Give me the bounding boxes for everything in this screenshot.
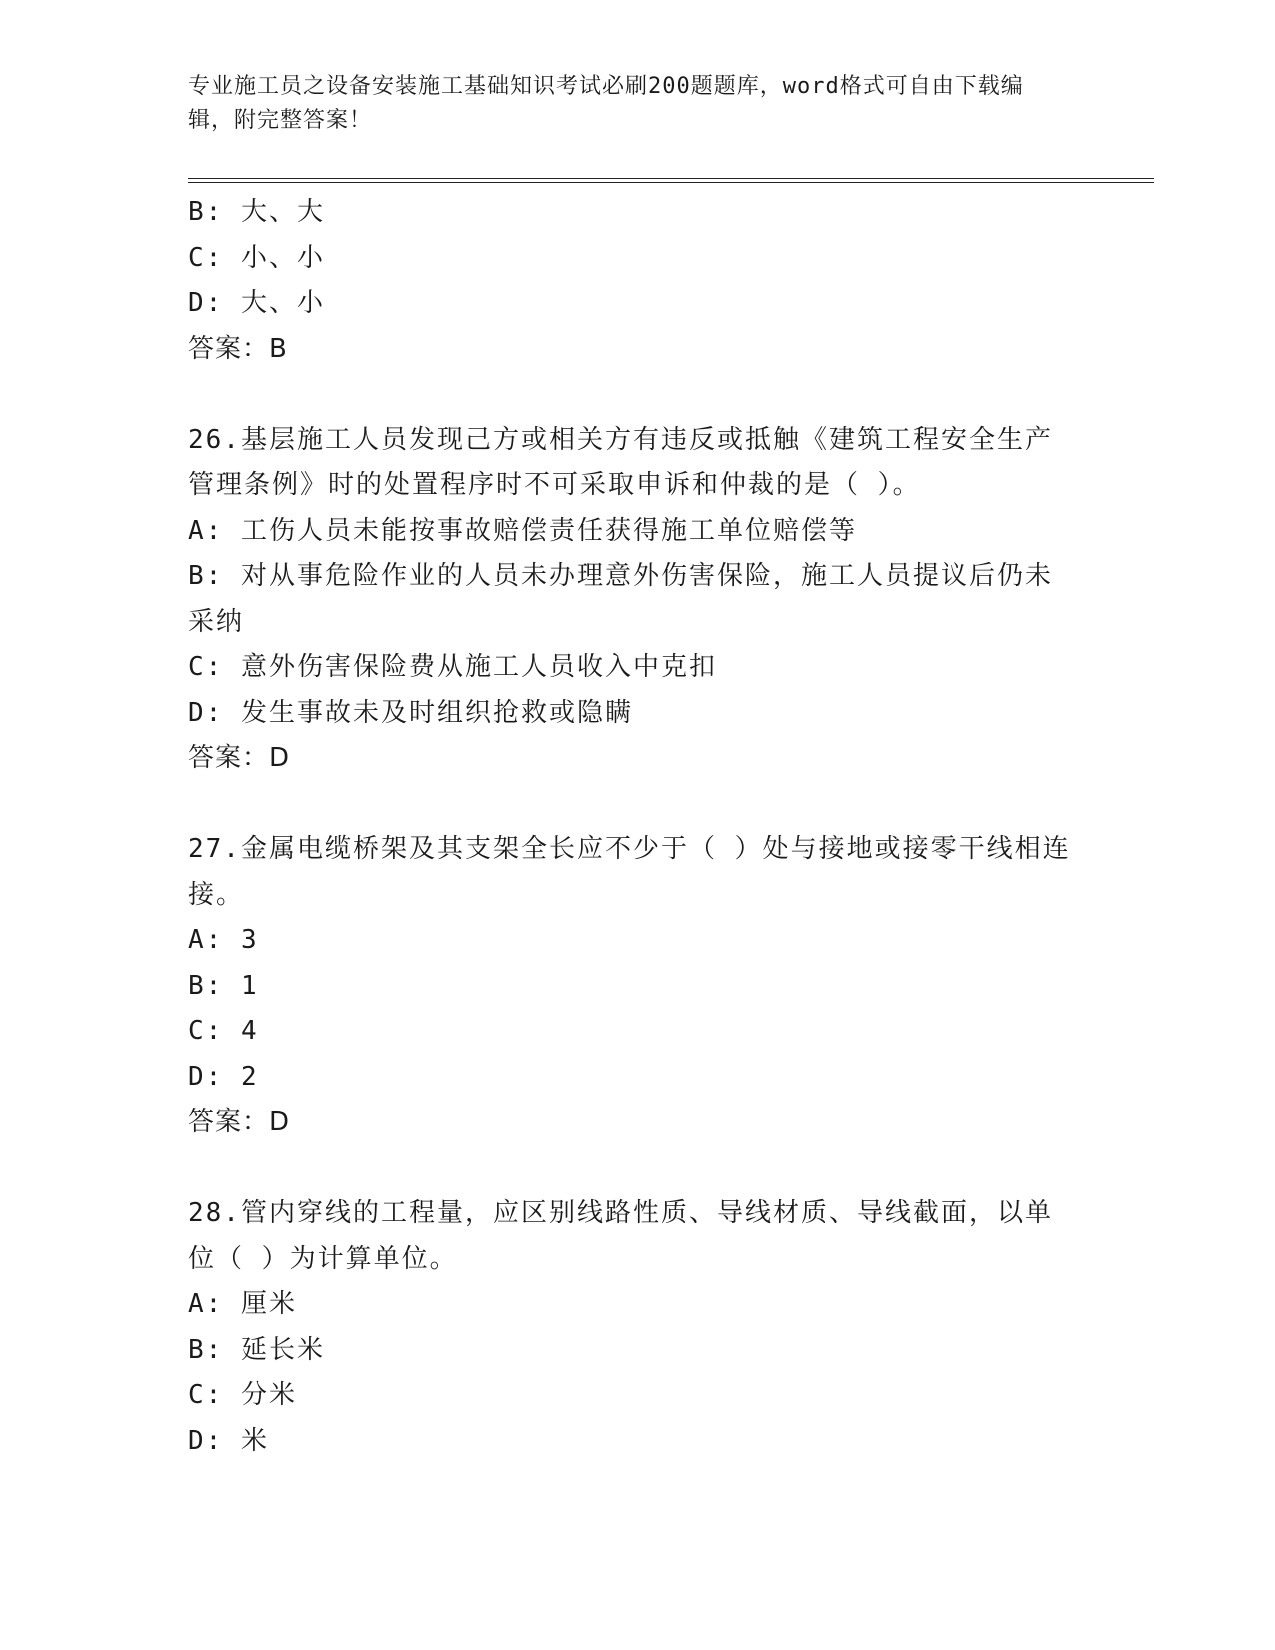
option-d: D: 2 <box>188 1061 259 1092</box>
question-stem: 28.管内穿线的工程量，应区别线路性质、导线材质、导线截面，以单位（ ）为计算单位。 <box>188 1198 1053 1274</box>
spacer <box>188 372 1088 418</box>
header-rule-bottom <box>188 182 1154 183</box>
option-a: A: 3 <box>188 925 259 955</box>
question-list <box>188 190 1088 1464</box>
option-b: B: 1 <box>188 970 259 1001</box>
option-b: B: 大、大 <box>188 197 325 227</box>
option-a: A: 厘米 <box>188 1289 297 1319</box>
option-a: A: 工伤人员未能按事故赔偿责任获得施工单位赔偿等 <box>188 515 857 546</box>
option-c: C: 意外伤害保险费从施工人员收入中克扣 <box>188 652 717 682</box>
answer-label: 答案：D <box>188 1107 291 1137</box>
option-b: B: 对从事危险作业的人员未办理意外伤害保险，施工人员提议后仍未采纳 <box>188 561 1053 637</box>
option-d: D: 大、小 <box>188 288 325 318</box>
question-26-block <box>188 418 1088 782</box>
spacer <box>188 1146 1088 1192</box>
question-27-block <box>188 827 1088 1146</box>
spacer <box>188 782 1088 828</box>
answer-label: 答案：B <box>188 333 288 364</box>
option-c: C: 分米 <box>188 1380 297 1410</box>
option-c: C: 小、小 <box>188 242 325 273</box>
option-d: D: 米 <box>188 1425 269 1456</box>
header-double-rule <box>188 178 1154 183</box>
option-c: C: 4 <box>188 1016 259 1046</box>
question-stem: 26.基层施工人员发现己方或相关方有违反或抵触《建筑工程安全生产管理条例》时的处置程序时不可采取申诉和仲裁的是（ ）。 <box>188 424 1053 500</box>
document-header-title: 专业施工员之设备安装施工基础知识考试必刷200题题库，word格式可自由下载编辑，附完整答案！ <box>188 74 1024 133</box>
question-28-block <box>188 1191 1088 1464</box>
header-rule-top <box>188 178 1154 179</box>
answer-label: 答案：D <box>188 743 291 773</box>
option-b: B: 延长米 <box>188 1334 325 1365</box>
question-stem: 27.金属电缆桥架及其支架全长应不少于（ ）处与接地或接零干线相连接。 <box>188 834 1071 910</box>
option-d: D: 发生事故未及时组织抢救或隐瞒 <box>188 697 633 728</box>
question-25-block <box>188 190 1088 372</box>
